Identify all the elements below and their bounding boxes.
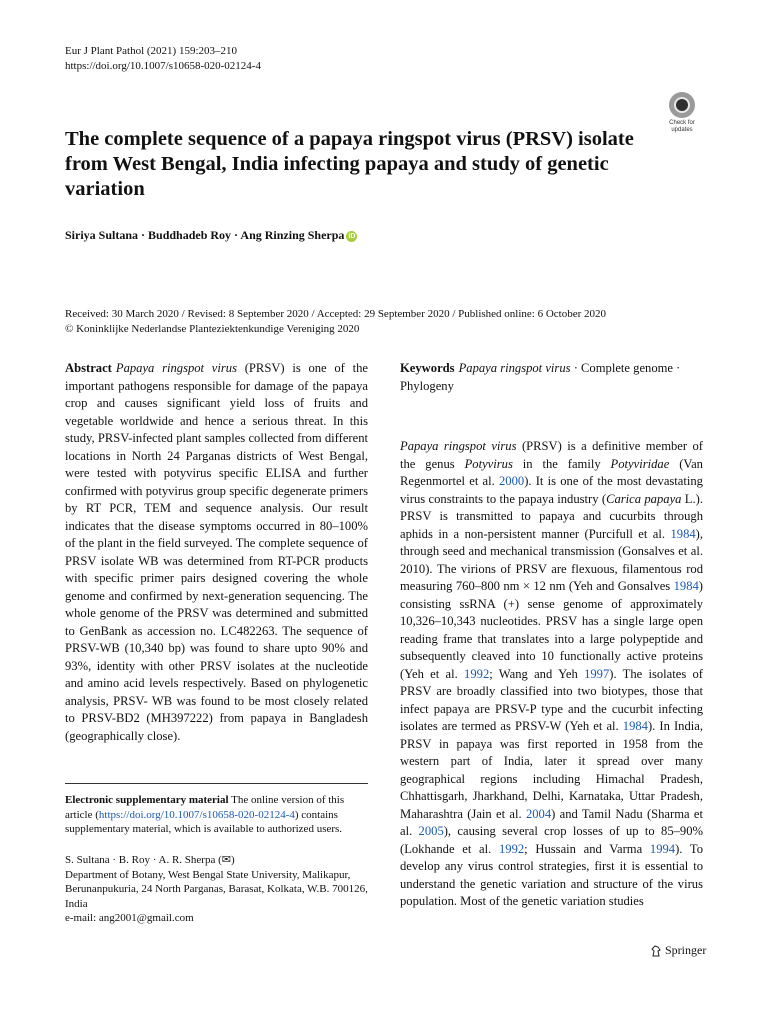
intro-segment: Potyviridae — [610, 456, 670, 471]
intro-segment: ). It is one of the most devastating virus constraints to the papaya industry ( — [400, 474, 703, 506]
publisher-name: Springer — [665, 943, 707, 957]
citation-link[interactable]: 1984 — [673, 579, 699, 593]
esm-link[interactable]: https://doi.org/10.1007/s10658-020-02124-4 — [98, 808, 295, 821]
orcid-icon[interactable]: iD — [348, 232, 356, 240]
citation-link[interactable]: 1984 — [670, 526, 696, 541]
intro-segment: ) consisting ssRNA (+) sense genome of approximately 10,326–10,343 nucleotides. PRSV has a single large open reading frame that translates into a large polypeptide and subsequently cleaved into 10 functionally active proteins (Yeh et al. — [400, 579, 703, 681]
intro-segment: ) and Tamil Nadu (Sharma et al. — [400, 806, 703, 838]
abstract-virus-name: Papaya ringspot virus — [115, 361, 237, 375]
intro-segment: ; Hussain and Varma — [524, 841, 650, 856]
author-names: Siriya Sultana · Buddhadeb Roy · Ang Rinzing Sherpa — [65, 228, 345, 242]
copyright-line: © Koninklijke Nederlandse Planteziektenkundige Vereniging 2020 — [65, 323, 360, 335]
esm-text: ) contains supplementary material, which is available to authorized users. — [65, 808, 343, 835]
esm-text: The online version of this article ( — [65, 794, 345, 821]
abstract — [65, 360, 368, 745]
intro-segment: ), causing several crop losses of up to 85–90% (Lokhande et al. — [400, 824, 703, 856]
keywords-rest: · Complete genome · Phylogeny — [400, 361, 681, 393]
article-doi[interactable]: https://doi.org/10.1007/s10658-020-02124-4 — [65, 60, 261, 72]
journal-citation: Eur J Plant Pathol (2021) 159:203–210 — [65, 45, 238, 57]
article-dates: Received: 30 March 2020 / Revised: 8 September 2020 / Accepted: 29 September 2020 / Published online: 6 October 2020 — [65, 308, 607, 320]
citation-link[interactable]: 2005 — [418, 824, 444, 838]
author-list — [65, 227, 357, 243]
keyword-1: Papaya ringspot virus — [458, 361, 571, 375]
citation-link[interactable]: 1997 — [584, 666, 610, 681]
intro-segment: Potyvirus — [464, 456, 513, 471]
footnote-divider — [65, 783, 368, 784]
intro-segment: L.). PRSV is transmitted to papaya and cucurbits through aphids in a non-persistent manner (Purcifull et al. — [400, 491, 703, 541]
esm-label: Electronic supplementary material — [65, 794, 229, 806]
publisher-logo — [650, 942, 706, 958]
intro-segment: in the family — [512, 456, 611, 471]
citation-link[interactable]: 2004 — [525, 806, 552, 821]
citation-link[interactable]: 1984 — [622, 719, 648, 733]
intro-segment: (Van Regenmortel et al. — [400, 456, 703, 488]
intro-segment: ), through seed and mechanical transmission (Gonsalves et al. 2010). The virions of PRSV are flexuous, filamentous rod measuring 760–800 nm × 12 nm (Yeh and Gonsalves — [400, 526, 703, 593]
abstract-label: Abstract — [65, 361, 112, 375]
check-for-updates-badge[interactable] — [664, 92, 700, 134]
citation-link[interactable]: 1992 — [498, 841, 525, 856]
citation-link[interactable]: 2000 — [499, 474, 525, 488]
springer-horse-icon — [650, 945, 662, 957]
abstract-text: (PRSV) is one of the important pathogens responsible for damage of the papaya crop and causes significant yield loss of fruits and vegetable worldwide and hence a serious threat. In this study, PRSV-infected plant samples collected from different locations in North 24 Parganas districts of West Bengal, were tested with potyvirus specific ELISA and further confirmed with potyvirus group specific degenerate primers by RT PCR, TEM and sequence analysis. Our result indicates that the disease symptoms occurred in 80–100% of the plant in the field surveyed. The complete sequence of PRSV isolate WB was determined from RT-PCR products with specific primer pairs designed covering the whole genome and confirmed by next-generation sequencing. The whole genome of the PRSV was determined and submitted to GenBank as accession no. LC482263. The sequence of PRSV-WB (10,340 bp) was found to share upto 90% and 93%, identity with other PRSV isolates at the nucleotide and amino acid levels respectively. Based on phylogenetic analysis, PRSV- WB was found to be most closely related to PRSV-BD2 (MH397222) from papaya in Bangladesh (geographically close). — [65, 361, 368, 743]
supplementary-material-note — [65, 793, 368, 837]
intro-segment: ). The isolates of PRSV are broadly classified into two biotypes, those that infect papaya are PRSV-P type and the cucurbit infecting isolates are termed as PRSV-W (Yeh et al. — [400, 666, 704, 733]
affiliation-names: S. Sultana · B. Roy · A. R. Sherpa (✉) — [65, 854, 235, 866]
intro-segment: (PRSV) is a definitive member of the genus — [400, 439, 703, 471]
affiliation-department: Department of Botany, West Bengal State University, Malikapur, Berunanpukuria, 24 North Parganas, Barasat, Kolkata, W.B. 700126, India — [65, 868, 368, 910]
citation-link[interactable]: 1992 — [464, 666, 490, 681]
check-updates-label: Check for updates — [669, 120, 695, 133]
affiliation-email[interactable]: e-mail: ang2001@gmail.com — [65, 912, 194, 924]
intro-segment: ). In India, PRSV in papaya was first reported in 1958 from the western part of India, later it spread over many geographical regions including Himachal Pradesh, Chhattisgarh, Jharkhand, Delhi, Karnataka, Uttar Pradesh, Maharashtra (Jain et al. — [400, 719, 704, 821]
article-title: The complete sequence of a papaya ringspot virus (PRSV) isolate from West Bengal, India infecting papaya and study of genetic variation — [65, 128, 634, 200]
citation-link[interactable]: 1994 — [649, 841, 676, 856]
keywords-label: Keywords — [400, 361, 455, 375]
intro-segment: ; Wang and Yeh — [489, 666, 585, 681]
intro-segment: Carica papaya — [606, 491, 682, 506]
introduction-text — [400, 438, 703, 911]
intro-segment: Papaya ringspot virus — [400, 439, 517, 453]
check-updates-icon — [669, 92, 695, 118]
author-affiliation — [65, 853, 368, 926]
keywords — [400, 360, 703, 395]
intro-segment: ). To develop any virus control strategies, first it is essential to understand the genetic variation and structure of the virus population. Most of the genetic variation studies — [400, 841, 704, 908]
